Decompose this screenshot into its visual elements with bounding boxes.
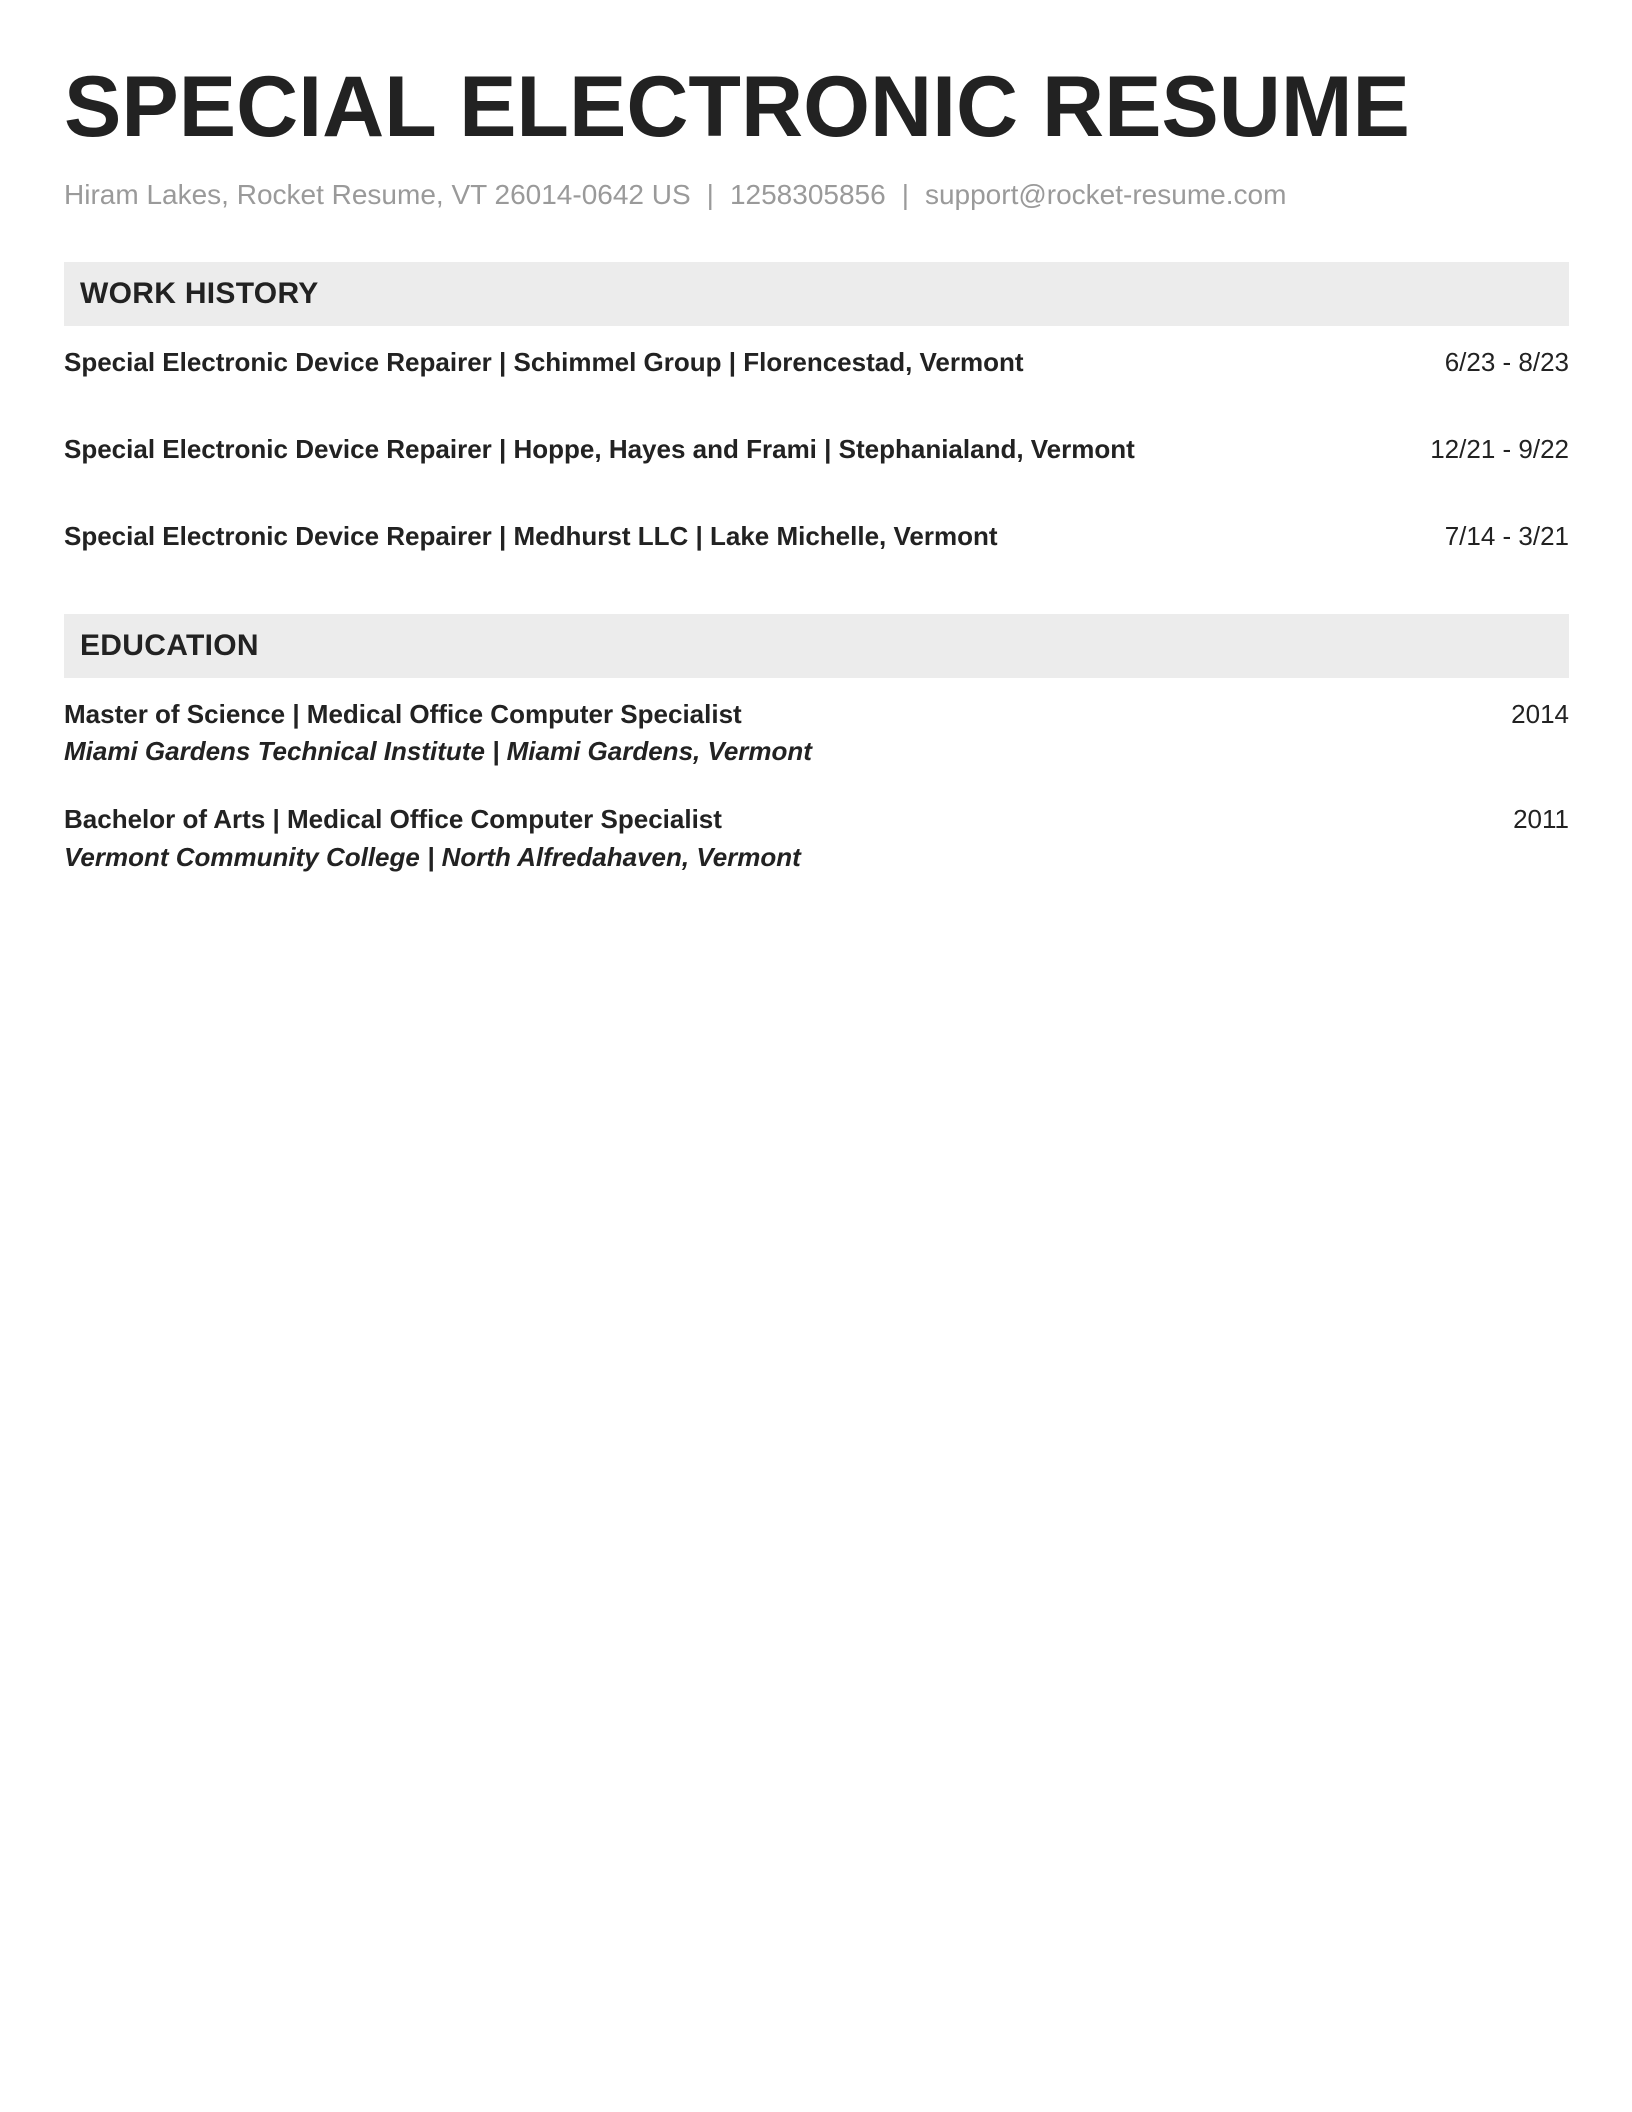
work-entry-title: Special Electronic Device Repairer | Hoppe, Hayes and Frami | Stephanialand, Vermont [64, 433, 1135, 464]
work-entry [64, 520, 1569, 564]
education-degree: Master of Science | Medical Office Computer Specialist [64, 698, 742, 729]
work-entry-title: Special Electronic Device Repairer | Medhurst LLC | Lake Michelle, Vermont [64, 520, 998, 551]
education-heading: EDUCATION [64, 614, 1569, 678]
work-entry-dates: 12/21 - 9/22 [1430, 433, 1569, 464]
education-year: 2014 [1511, 698, 1569, 729]
work-entry-title: Special Electronic Device Repairer | Schimmel Group | Florencestad, Vermont [64, 346, 1024, 377]
contact-address: Hiram Lakes, Rocket Resume, VT 26014-0642 US [64, 179, 691, 210]
education-school: Miami Gardens Technical Institute | Miami Gardens, Vermont [64, 736, 812, 767]
contact-separator: | [901, 179, 909, 210]
education-year: 2011 [1513, 804, 1569, 835]
education-entry [64, 803, 1569, 875]
contact-email: support@rocket-resume.com [924, 179, 1287, 210]
work-history-heading: WORK HISTORY [64, 262, 1569, 326]
education-degree: Bachelor of Arts | Medical Office Computer Specialist [64, 804, 722, 835]
contact-separator: | [706, 179, 714, 210]
work-entry [64, 433, 1569, 477]
work-entry [64, 346, 1569, 390]
work-entry-dates: 6/23 - 8/23 [1444, 346, 1569, 377]
contact-line [64, 178, 1569, 212]
education-entry [64, 698, 1569, 770]
work-entry-dates: 7/14 - 3/21 [1444, 520, 1569, 551]
education-school: Vermont Community College | North Alfredahaven, Vermont [64, 841, 801, 872]
resume-name: SPECIAL ELECTRONIC RESUME [64, 59, 1410, 155]
contact-phone: 1258305856 [729, 179, 886, 210]
